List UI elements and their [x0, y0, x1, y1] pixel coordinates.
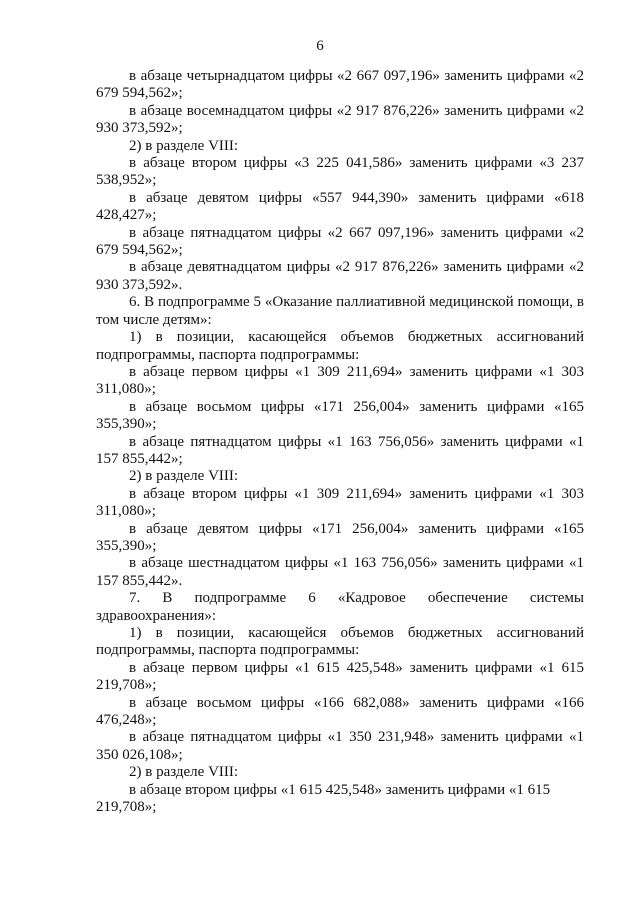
paragraph: 2) в разделе VIII: — [129, 764, 239, 781]
paragraph: в абзаце восемнадцатом цифры «2 917 876,226» заменить цифрами «2 930 373,592»; — [96, 102, 584, 137]
paragraph: 7. В подпрограмме 6 «Кадровое обеспечение системы здравоохранения»: — [96, 590, 584, 624]
paragraph: в абзаце четырнадцатом цифры «2 667 097,196» заменить цифрами «2 679 594,562»; — [96, 68, 584, 102]
paragraph: в абзаце девятом цифры «171 256,004» заменить цифрами «165 355,390»; — [96, 520, 584, 554]
page-number: 6 — [316, 38, 324, 54]
paragraph: в абзаце втором цифры «3 225 041,586» заменить цифрами «3 237 538,952»; — [96, 155, 584, 189]
paragraph: в абзаце девятнадцатом цифры «2 917 876,226» заменить цифрами «2 930 373,592». — [96, 259, 584, 293]
paragraph: в абзаце пятнадцатом цифры «2 667 097,196» заменить цифрами «2 679 594,562»; — [96, 224, 584, 259]
paragraph: 1) в позиции, касающейся объемов бюджетных ассигнований подпрограммы, паспорта подпрограммы: — [96, 329, 584, 363]
paragraph: в абзаце втором цифры «1 309 211,694» заменить цифрами «1 303 311,080»; — [96, 485, 584, 520]
paragraph: в абзаце пятнадцатом цифры «1 350 231,948» заменить цифрами «1 350 026,108»; — [96, 729, 584, 763]
document-body — [96, 68, 584, 816]
paragraph: в абзаце шестнадцатом цифры «1 163 756,056» заменить цифрами «1 157 855,442». — [96, 555, 584, 589]
paragraph: в абзаце первом цифры «1 309 211,694» заменить цифрами «1 303 311,080»; — [96, 363, 584, 398]
paragraph: в абзаце девятом цифры «557 944,390» заменить цифрами «618 428,427»; — [96, 189, 584, 224]
paragraph: 1) в позиции, касающейся объемов бюджетных ассигнований подпрограммы, паспорта подпрограммы: — [96, 625, 584, 659]
paragraph: 2) в разделе VIII: — [129, 468, 239, 485]
paragraph: в абзаце восьмом цифры «171 256,004» заменить цифрами «165 355,390»; — [96, 398, 584, 433]
paragraph: в абзаце первом цифры «1 615 425,548» заменить цифрами «1 615 219,708»; — [96, 659, 584, 694]
paragraph: в абзаце пятнадцатом цифры «1 163 756,056» заменить цифрами «1 157 855,442»; — [96, 433, 584, 467]
paragraph: в абзаце восьмом цифры «166 682,088» заменить цифрами «166 476,248»; — [96, 694, 584, 729]
paragraph: 6. В подпрограмме 5 «Оказание паллиативной медицинской помощи, в том числе детям»: — [96, 294, 584, 328]
paragraph: 2) в разделе VIII: — [129, 137, 239, 154]
paragraph: в абзаце втором цифры «1 615 425,548» заменить цифрами «1 615 219,708»; — [96, 781, 551, 816]
